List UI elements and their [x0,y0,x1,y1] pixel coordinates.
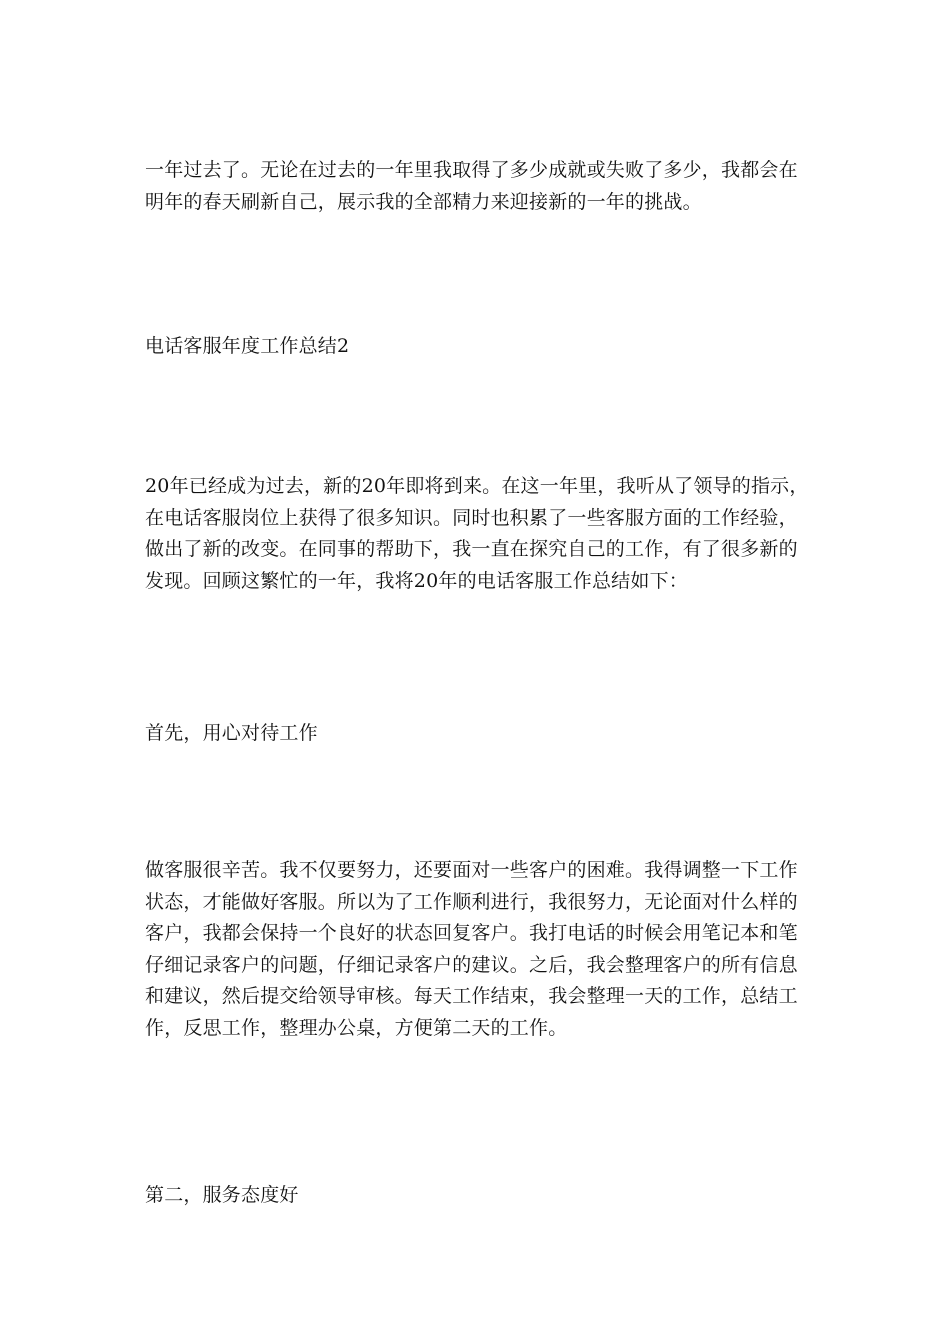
section-heading-summary-2 [145,331,805,363]
text-line: 做出了新的改变。在同事的帮助下，我一直在探究自己的工作，有了很多新的 [145,538,798,561]
section-heading-first [145,718,805,750]
heading-text: 首先，用心对待工作 [145,722,318,744]
text-line: 状态，才能做好客服。所以为了工作顺利进行，我很努力，无论面对什么样的 [145,890,798,913]
paragraph-work-attitude [145,855,805,1045]
paragraph-year-passed [145,155,805,218]
text-line: 和建议，然后提交给领导审核。每天工作结束，我会整理一天的工作，总结工 [145,985,798,1008]
section-heading-second [145,1180,805,1212]
text-line: 在电话客服岗位上获得了很多知识。同时也积累了一些客服方面的工作经验， [145,506,798,529]
text-line: 20年已经成为过去，新的20年即将到来。在这一年里，我听从了领导的指示， [145,475,809,497]
text-line: 仔细记录客户的问题，仔细记录客户的建议。之后，我会整理客户的所有信息 [145,953,798,976]
text-line: 做客服很辛苦。我不仅要努力，还要面对一些客户的困难。我得调整一下工作 [145,859,798,881]
text-line: 发现。回顾这繁忙的一年，我将20年的电话客服工作总结如下： [145,569,688,592]
text-line: 明年的春天刷新自己，展示我的全部精力来迎接新的一年的挑战。 [145,190,702,213]
text-line: 作，反思工作，整理办公桌，方便第二天的工作。 [145,1016,568,1039]
paragraph-intro [145,471,809,597]
heading-text: 电话客服年度工作总结2 [145,335,350,357]
heading-text: 第二，服务态度好 [145,1184,299,1206]
text-line: 一年过去了。无论在过去的一年里我取得了多少成就或失败了多少，我都会在 [145,159,798,181]
text-line: 客户，我都会保持一个良好的状态回复客户。我打电话的时候会用笔记本和笔 [145,922,798,945]
